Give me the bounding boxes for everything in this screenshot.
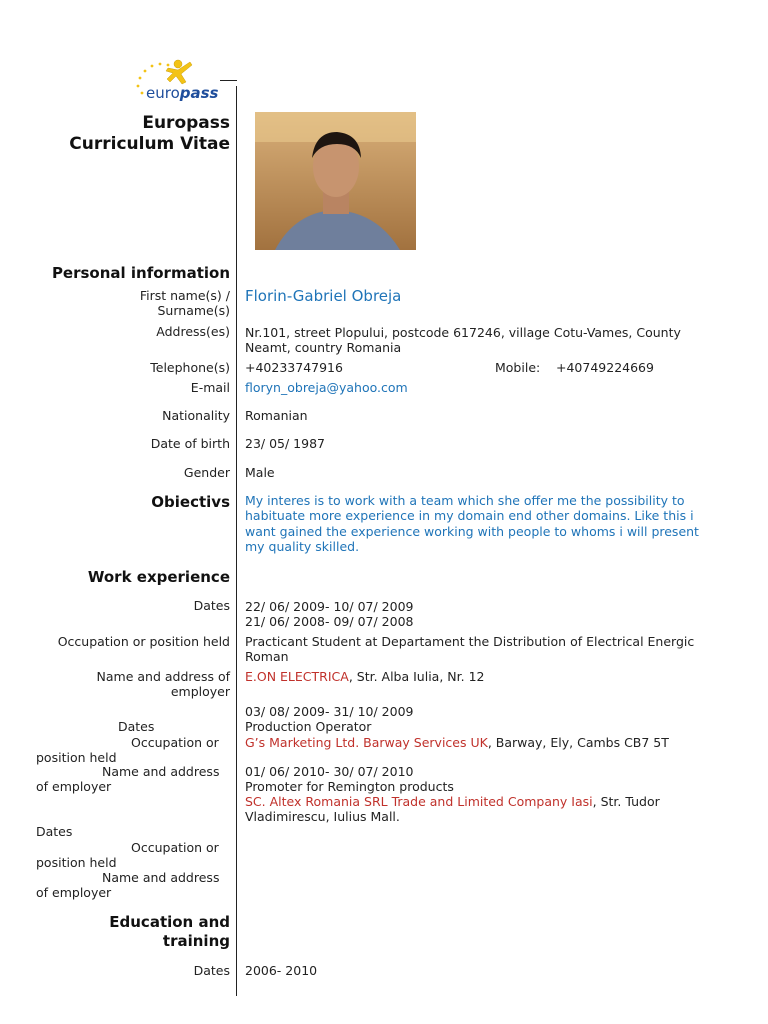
loose-employer-label-1b: of employer bbox=[36, 779, 112, 794]
mobile-value: +40749224669 bbox=[556, 360, 654, 375]
work-experience-heading: Work experience bbox=[87, 568, 230, 586]
employer-label-line2: employer bbox=[170, 684, 230, 699]
occupation-label: Occupation or position held bbox=[57, 634, 230, 649]
loose-occupation-label-2b: position held bbox=[36, 855, 117, 870]
gender-value: Male bbox=[245, 465, 275, 480]
telephone-label: Telephone(s) bbox=[150, 360, 230, 375]
occupation-3: Promoter for Remington products bbox=[245, 779, 454, 794]
loose-occupation-label-1b: position held bbox=[36, 750, 117, 765]
column-divider bbox=[236, 86, 237, 996]
cv-title-line2: Curriculum Vitae bbox=[69, 134, 230, 154]
address-line2: Neamt, country Romania bbox=[245, 340, 402, 355]
mobile-label: Mobile: bbox=[495, 360, 541, 375]
logo-divider bbox=[220, 80, 237, 81]
employer-1 bbox=[245, 669, 484, 684]
education-dates-label: Dates bbox=[193, 963, 230, 978]
education-heading-line1: Education and bbox=[109, 913, 230, 931]
gender-label: Gender bbox=[183, 465, 230, 480]
employer-2 bbox=[245, 735, 669, 750]
address-line1: Nr.101, street Plopului, postcode 617246, village Cotu-Vames, County bbox=[245, 325, 681, 340]
work-dates-1: 22/ 06/ 2009- 10/ 07/ 2009 bbox=[245, 599, 414, 614]
email-label: E-mail bbox=[190, 380, 230, 395]
email-link[interactable]: floryn_obreja@yahoo.com bbox=[245, 380, 408, 395]
employer-1-address: , Str. Alba Iulia, Nr. 12 bbox=[348, 669, 485, 684]
personal-information-heading: Personal information bbox=[51, 264, 230, 282]
occupation-1b: Roman bbox=[245, 649, 289, 664]
telephone-value: +40233747916 bbox=[245, 360, 343, 375]
europass-wordmark: europass bbox=[146, 84, 219, 102]
occupation-1: Practicant Student at Departament the Distribution of Electrical Energic bbox=[245, 634, 695, 649]
objective-line1: My interes is to work with a team which she offer me the possibility to bbox=[245, 493, 685, 508]
employer-2-name: G’s Marketing Ltd. Barway Services UK bbox=[245, 735, 488, 750]
profile-photo bbox=[255, 112, 416, 250]
cv-title-line1: Europass bbox=[142, 113, 230, 133]
loose-employer-label-1a: Name and address bbox=[102, 764, 220, 779]
loose-dates-label-2: Dates bbox=[36, 824, 73, 839]
name-label-line2: Surname(s) bbox=[157, 303, 230, 318]
nationality-value: Romanian bbox=[245, 408, 308, 423]
occupation-2: Production Operator bbox=[245, 719, 372, 734]
name-label-line1: First name(s) / bbox=[139, 288, 230, 303]
loose-employer-label-2a: Name and address bbox=[102, 870, 220, 885]
employer-3-address-line2: Vladimirescu, Iulius Mall. bbox=[245, 809, 400, 824]
address-label: Address(es) bbox=[156, 324, 230, 339]
dob-value: 23/ 05/ 1987 bbox=[245, 436, 325, 451]
work-dates-label: Dates bbox=[193, 598, 230, 613]
employer-3-address: , Str. Tudor bbox=[592, 794, 660, 809]
objective-line3: want gained the experience working with people to whoms i will present bbox=[245, 524, 699, 539]
loose-occupation-label-1a: Occupation or bbox=[131, 735, 219, 750]
dob-label: Date of birth bbox=[150, 436, 230, 451]
work-dates-3: 03/ 08/ 2009- 31/ 10/ 2009 bbox=[245, 704, 414, 719]
work-dates-2: 21/ 06/ 2008- 09/ 07/ 2008 bbox=[245, 614, 414, 629]
employer-label-line1: Name and address of bbox=[96, 669, 230, 684]
employer-1-name: E.ON ELECTRICA bbox=[245, 669, 349, 684]
loose-employer-label-2b: of employer bbox=[36, 885, 112, 900]
employer-3 bbox=[245, 794, 660, 809]
work-dates-4: 01/ 06/ 2010- 30/ 07/ 2010 bbox=[245, 764, 414, 779]
education-dates-value: 2006- 2010 bbox=[245, 963, 318, 978]
objective-line4: my quality skilled. bbox=[245, 539, 360, 554]
employer-3-name: SC. Altex Romania SRL Trade and Limited Company Iasi bbox=[245, 794, 593, 809]
full-name: Florin-Gabriel Obreja bbox=[245, 287, 402, 305]
loose-dates-label-1: Dates bbox=[118, 719, 155, 734]
loose-occupation-label-2a: Occupation or bbox=[131, 840, 219, 855]
objective-heading: Obiectivs bbox=[151, 493, 230, 511]
employer-2-address: , Barway, Ely, Cambs CB7 5T bbox=[487, 735, 669, 750]
nationality-label: Nationality bbox=[162, 408, 230, 423]
education-heading-line2: training bbox=[162, 932, 230, 950]
objective-line2: habituate more experience in my domain end other domains. Like this i bbox=[245, 508, 694, 523]
